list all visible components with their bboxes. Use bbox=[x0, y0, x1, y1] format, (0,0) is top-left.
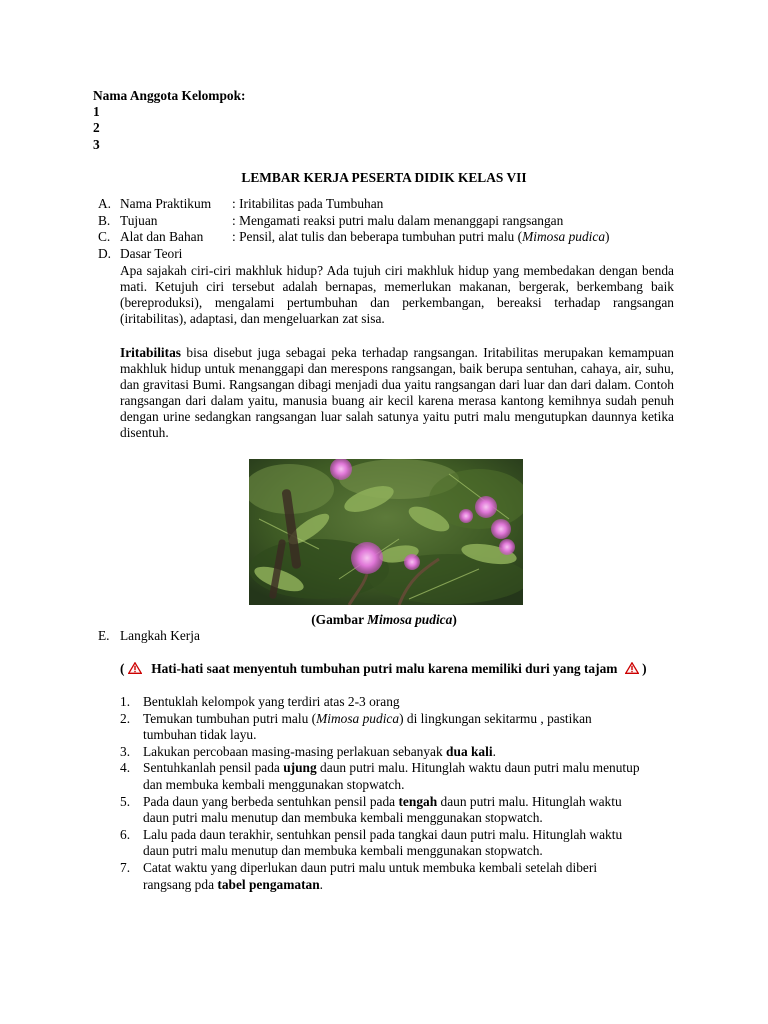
info-value-praktikum: : Iritabilitas pada Tumbuhan bbox=[232, 196, 384, 211]
step-text: Lalu pada daun terakhir, sentuhkan pensil pada tangkai daun putri malu. Hitunglah waktu bbox=[143, 826, 623, 842]
step-number: 7. bbox=[120, 860, 131, 875]
warning-triangle-icon bbox=[128, 662, 142, 674]
info-label-tujuan: Tujuan bbox=[120, 213, 158, 228]
group-members-label: Nama Anggota Kelompok: bbox=[93, 88, 246, 103]
step-text: rangsang pda tabel pengamatan. bbox=[143, 876, 324, 892]
step-text: Sentuhkanlah pensil pada ujung daun putri malu. Hitunglah waktu daun putri malu menutup bbox=[143, 760, 640, 776]
step-number: 3. bbox=[120, 743, 131, 759]
step-text: Catat waktu yang diperlukan daun putri malu untuk membuka kembali setelah diberi bbox=[143, 860, 598, 875]
theory-paragraph-1: Apa sajakah ciri-ciri makhluk hidup? Ada tujuh ciri makhluk hidup yang membedakan dengan benda mati. Ketujuh ciri tersebut adalah bernapas, memerlukan makanan, bergerak, berkembang baik (bereproduksi), mengalami pertumbuhan dan perkembangan, bereaksi terhadap rangsangan (iritabilitas), adaptasi, dan mengeluarkan zat sisa. bbox=[120, 263, 674, 326]
info-letter-d: D. bbox=[98, 246, 112, 261]
warning-triangle-icon-2 bbox=[625, 662, 639, 674]
step-number: 4. bbox=[120, 760, 131, 776]
step-text: daun putri malu menutup dan membuka kembali menggunakan stopwatch. bbox=[143, 843, 543, 859]
step-text: tumbuhan tidak layu. bbox=[143, 727, 257, 743]
section-e-letter: E. bbox=[98, 628, 110, 643]
page-title: LEMBAR KERJA PESERTA DIDIK KELAS VII bbox=[241, 170, 527, 185]
step-text: dan membuka kembali menggunakan stopwatch. bbox=[143, 777, 405, 792]
theory-paragraph-2: Iritabilitas bisa disebut juga sebagai peka terhadap rangsangan. Iritabilitas merupakan kemampuan makhluk hidup untuk menanggapi dan merespons rangsangan, baik berupa sentuhan, cahaya, air, suhu, dan gravitasi Bumi. Rangsangan dibagi menjadi dua yaitu rangsangan dari luar dan dari dalam. Contoh rangsangan dari dalam yaitu, manusia buang air kecil karena merasa kantong kemihnya sudah penuh dengan urine sedangkan rangsangan luar salah satunya yaitu putri malu mengutupkan daunnya ketika disentuh. bbox=[120, 345, 674, 440]
step-text: daun putri malu menutup dan membuka kembali menggunakan stopwatch. bbox=[143, 810, 543, 826]
step-text: Temukan tumbuhan putri malu (Mimosa pudica) di lingkungan sekitarmu , pastikan bbox=[143, 710, 592, 726]
safety-warning: ( Hati-hati saat menyentuh tumbuhan putri malu karena memiliki duri yang tajam ) bbox=[120, 661, 647, 676]
info-letter-c: C. bbox=[98, 229, 111, 244]
step-text: Bentuklah kelompok yang terdiri atas 2-3 orang bbox=[143, 694, 400, 709]
info-label-praktikum: Nama Praktikum bbox=[120, 196, 212, 211]
step-number: 5. bbox=[120, 793, 131, 809]
step-number: 2. bbox=[120, 710, 131, 726]
step-text: Pada daun yang berbeda sentuhkan pensil pada tengah daun putri malu. Hitunglah waktu bbox=[143, 793, 622, 809]
member-2: 2 bbox=[93, 120, 100, 135]
member-1: 1 bbox=[93, 104, 100, 119]
info-label-dasar-teori: Dasar Teori bbox=[120, 246, 183, 261]
info-label-alat: Alat dan Bahan bbox=[120, 229, 204, 244]
step-number: 1. bbox=[120, 694, 131, 709]
info-value-tujuan: : Mengamati reaksi putri malu dalam menanggapi rangsangan bbox=[232, 213, 564, 228]
section-e-label: Langkah Kerja bbox=[120, 628, 200, 643]
step-number: 6. bbox=[120, 826, 131, 842]
mimosa-pudica-photo bbox=[249, 459, 523, 605]
member-3: 3 bbox=[93, 137, 100, 152]
figure-caption: (Gambar Mimosa pudica) bbox=[311, 612, 457, 627]
step-text: Lakukan percobaan masing-masing perlakuan sebanyak dua kali. bbox=[143, 743, 496, 759]
info-letter-b: B. bbox=[98, 213, 111, 228]
info-letter-a: A. bbox=[98, 196, 112, 211]
info-value-alat: : Pensil, alat tulis dan beberapa tumbuhan putri malu (Mimosa pudica) bbox=[232, 229, 610, 244]
